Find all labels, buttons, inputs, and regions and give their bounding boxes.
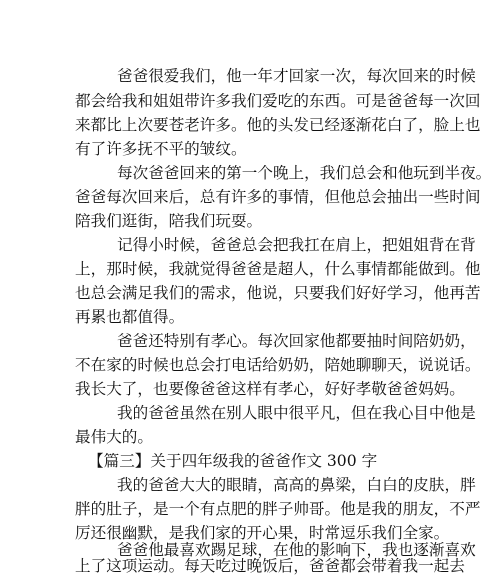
paragraph-line: 我的爸爸大大的眼睛，高高的鼻梁，白白的皮肤，胖 [117, 476, 476, 494]
paragraph-line: 厉还很幽默，是我们家的开心果，时常逗乐我们全家。 [75, 524, 450, 542]
paragraph-line: 最伟大的。 [75, 428, 153, 446]
paragraph-line: 爸爸还特别有孝心。每次回家他都要抽时间陪奶奶， [117, 332, 476, 350]
paragraph-line: 爸爸很爱我们，他一年才回家一次，每次回来的时候 [117, 67, 476, 85]
paragraph-line: 也总会满足我们的需求，他说，只要我们好好学习，他再苦 [75, 284, 481, 302]
paragraph-line: 爸爸他最喜欢踢足球，在他的影响下，我也逐渐喜欢 [117, 541, 476, 559]
paragraph-line: 记得小时候，爸爸总会把我扛在肩上，把姐姐背在背 [117, 236, 476, 254]
paragraph-line: 陪我们逛街，陪我们玩耍。 [75, 212, 263, 230]
paragraph-line: 有了许多抚不平的皱纹。 [75, 140, 247, 158]
paragraph-line: 再累也都值得。 [75, 308, 185, 326]
paragraph-line: 每次爸爸回来的第一个晚上，我们总会和他玩到半夜。 [117, 164, 492, 182]
paragraph-line: 爸爸每次回来后，总有许多的事情，但他总会抽出一些时间 [75, 188, 481, 206]
paragraph-line: 我的爸爸虽然在别人眼中很平凡，但在我心目中他是 [117, 404, 476, 422]
paragraph-line: 来都比上次要苍老许多。他的头发已经逐渐花白了，脸上也 [75, 116, 481, 134]
section-heading: 【篇三】关于四年级我的爸爸作文 300 字 [88, 452, 378, 470]
paragraph-line: 上了这项运动。每天吃过晚饭后，爸爸都会带着我一起去 [75, 557, 465, 575]
paragraph-line: 都会给我和姐姐带许多我们爱吃的东西。可是爸爸每一次回 [75, 92, 481, 110]
paragraph-line: 我长大了，也要像爸爸这样有孝心，好好孝敬爸爸妈妈。 [75, 380, 465, 398]
paragraph-line: 上，那时候，我就觉得爸爸是超人，什么事情都能做到。他 [75, 260, 481, 278]
paragraph-line: 胖的肚子，是一个有点肥的胖子帅哥。他是我的朋友，不严 [75, 500, 481, 518]
paragraph-line: 不在家的时候也总会打电话给奶奶，陪她聊聊天，说说话。 [75, 356, 481, 374]
